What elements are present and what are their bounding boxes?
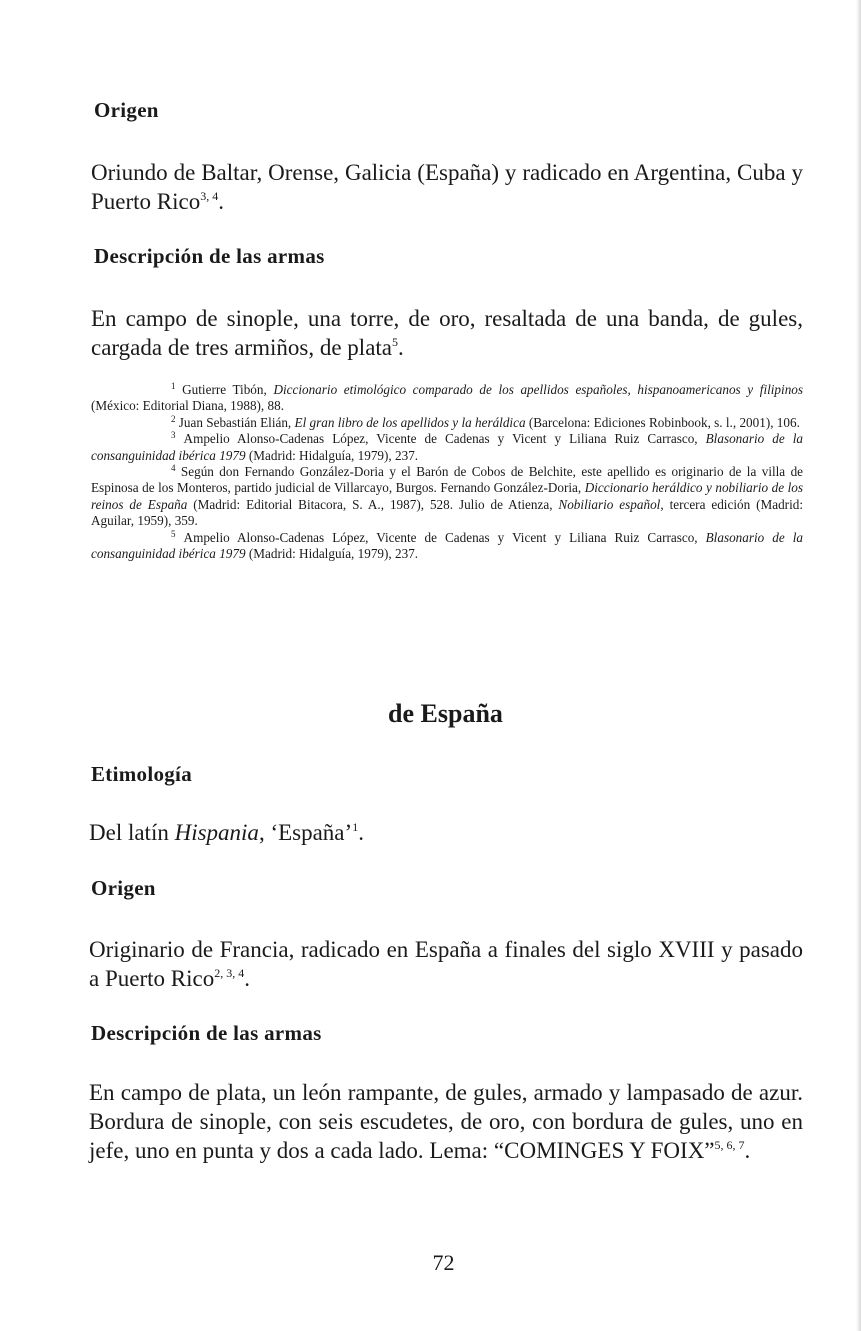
footnotes [91,382,803,562]
etimologia-italic: Hispania [174,820,259,845]
origen-paragraph: Oriundo de Baltar, Orense, Galicia (España) y radicado en Argentina, Cuba y Puerto Rico$^{3, 4}$. [91,160,803,214]
footnote-5: $^5$ Ampelio Alonso-Cadenas López, Vicente de Cadenas y Vicent y Liliana Ruiz Carrasco, Blasonario de la consanguinidad ibérica 1979 (Madrid: Hidalguía, 1979), 237. [91,528,804,562]
footnote-ref: 5 [392,335,398,349]
footnote-1: $^1$ Gutierre Tibón, Diccionario etimológico comparado de los apellidos españoles, hispanoamericanos y filipinos (México: Editorial Diana, 1988), 88. [91,381,804,414]
footnote-ref: 1 [352,820,359,834]
footnote-ref: 5, 6, 7 [714,1138,745,1152]
armas-text: En campo de sinople, una torre, de oro, resaltada de una banda, de gules, cargada de tres armiños, de plata [91,306,803,360]
footnote-4: $^4$ Según don Fernando González-Doria y el Barón de Cobos de Belchite, este apellido es originario de la villa de Espinosa de los Monteros, partido judicial de Villarcayo, Burgos. Fernando González-Doria, Diccionario heráldico y nobiliario de los reinos de España (Madrid: Editorial Bitacora, S. A., 1987), 528. Julio de Atienza, Nobiliario español, tercera edición (Madrid: Aguilar, 1959), 359. [91,463,804,529]
origen-heading-2: Origen [91,876,156,900]
footnote-ref: 3, 4 [200,189,219,203]
armas-heading-2: Descripción de las armas [91,1021,322,1045]
armas-paragraph: En campo de sinople, una torre, de oro, resaltada de una banda, de gules, cargada de tres armiños, de plata$^5$. [91,306,803,360]
armas-paragraph-2: En campo de plata, un león rampante, de gules, armado y lampasado de azur. Bordura de sinople, con seis escudetes, de oro, con bordura de gules, uno en jefe, uno en punta y dos a cada lado. Lema: “COMINGES Y FOIX”$^{5, 6, 7}$. [89,1080,803,1163]
page-number: 72 [432,1250,455,1275]
footnote-2: $^2$ Juan Sebastián Elián, El gran libro de los apellidos y la heráldica (Barcelona: Ediciones Robinbook, s. l., 2001), 106. [171,413,800,430]
origen-heading: Origen [94,98,159,122]
footnote-3: $^3$ Ampelio Alonso-Cadenas López, Vicente de Cadenas y Vicent y Liliana Ruiz Carrasco, Blasonario de la consanguinidad ibérica 1979 (Madrid: Hidalguía, 1979), 237. [91,430,804,463]
origen-paragraph-2: Originario de Francia, radicado en España a finales del siglo XVIII y pasado a Puerto Rico$^{2, 3, 4}$. [89,937,803,991]
surname-title: de España [388,699,503,728]
armas-heading: Descripción de las armas [94,244,325,268]
origen-text: Oriundo de Baltar, Orense, Galicia (España) y radicado en Argentina, Cuba y Puerto Rico [91,160,803,214]
etimologia-heading: Etimología [91,762,192,786]
etimologia-paragraph: Del latín Hispania, ‘España’$^1$. [89,820,364,845]
footnote-ref: 2, 3, 4 [214,966,245,980]
